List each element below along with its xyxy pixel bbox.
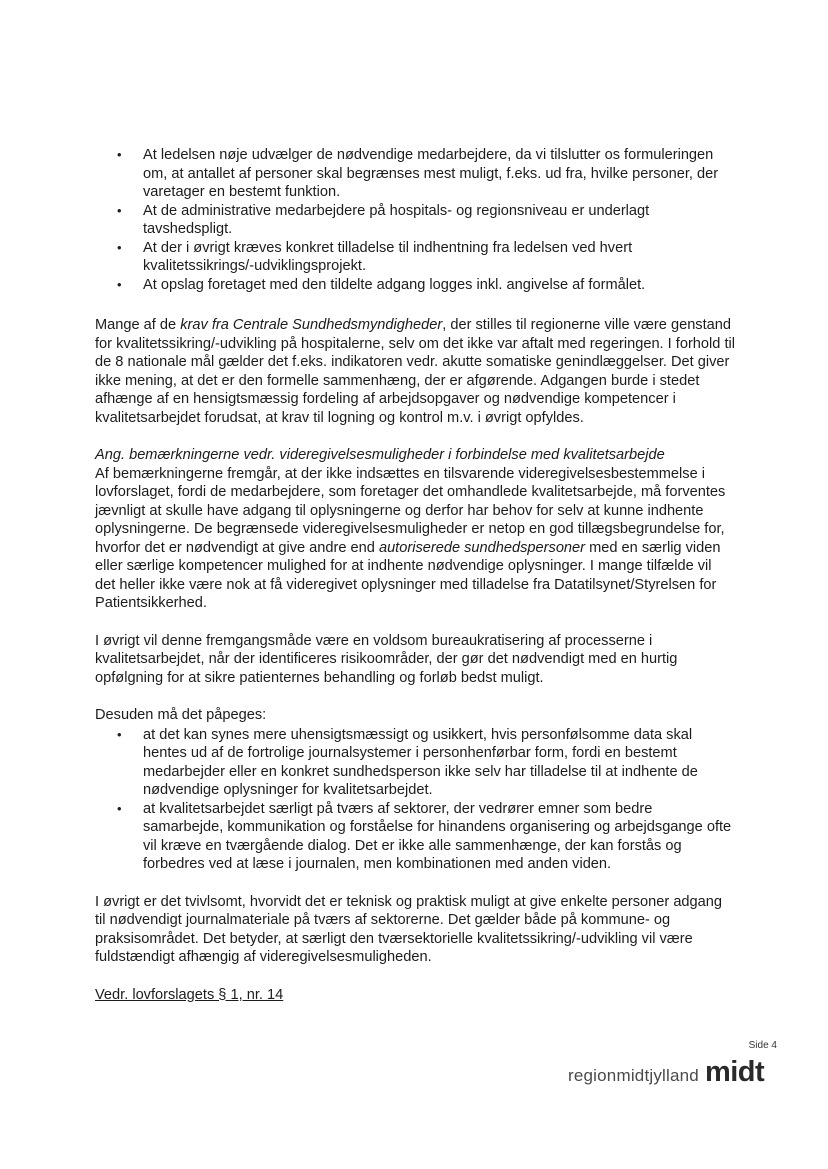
region-logo [568, 1058, 764, 1086]
list-item: • At ledelsen nøje udvælger de nødvendige medarbejdere, da vi tilslutter os formuleringen om, at antallet af personer skal begrænses mest muligt, f.eks. ud fra, hvilke personer, der varetager en bestemt funktion. [95, 146, 735, 202]
logo-text: regionmidtjylland [568, 1066, 699, 1085]
paragraph-intro: Desuden må det påpeges: [95, 707, 267, 723]
list-item: • at det kan synes mere uhensigtsmæssigt og usikkert, hvis personfølsomme data skal hentes ud af de fortrolige journalsystemer i personhenførbar form, fordi en bestemt medarbejder eller en konkret sundhedsperson ikke selv har tilladelse til at indhente de nødvendige oplysninger for kvalitetsarbejdet. [95, 726, 735, 800]
section-heading: Vedr. lovforslagets § 1, nr. 14 [95, 986, 284, 1003]
paragraph-cross-sector: I øvrigt er det tvivlsomt, hvorvidt det er teknisk og praktisk muligt at give enkelte personer adgang til nødvendigt journalmateriale på tværs af sektorerne. Det gælder både på kommune- og praksisområdet. Det betyder, at særligt den tværsektorielle kvalitetssikring/-udvikling vil være fuldstændigt afhængig af videregivelsesmuligheden. [95, 893, 723, 965]
emphasis-text: autoriserede sundhedspersoner [378, 539, 586, 556]
list-item: • at kvalitetsarbejdet særligt på tværs af sektorer, der vedrører emner som bedre samarbejde, kommunikation og forståelse for hinandens organisering og arbejdsgange ofte vil kræve en tværgående dialog. Det er ikke alle sammenhænge, der kan forstås og forbedres ved at læse i journalen, men kombinationen med anden viden. [95, 800, 735, 874]
list-item: • At de administrative medarbejdere på hospitals- og regionsniveau er underlagt tavshedspligt. [95, 202, 735, 239]
page-number: Side 4 [748, 1040, 777, 1051]
concerns-list [95, 726, 735, 874]
paragraph-disclosure: Af bemærkningerne fremgår, at der ikke indsættes en tilsvarende videregivelsesbestemmelse i lovforslaget, fordi de medarbejdere, som foretager det omhandlede kvalitetsarbejde, må forventes jævnligt at skulle have adgang til oplysningerne og derfor har behov for selv at kunne indhente oplysningerne. De begrænsede videregivelsesmuligheder er netop en god tillægsbegrundelse for, hvorfor det er nødvendigt at give andre end autoriserede sundhedspersoner med en særlig viden eller særlige kompetencer mulighed for at indhente nødvendige oplysninger. I mange tilfælde vil det heller ikke være nok at få videregivet oplysninger med tilladelse fra Datatilsynet/Styrelsen for Patientsikkerhed. [95, 465, 726, 611]
list-item: • At opslag foretaget med den tildelte adgang logges inkl. angivelse af formålet. [95, 276, 735, 295]
requirements-list [95, 146, 735, 294]
logo-mark: midt [704, 1056, 765, 1088]
document-body [95, 146, 735, 1004]
section-heading: Ang. bemærkningerne vedr. videregivelsesmuligheder i forbindelse med kvalitetsarbejde [95, 447, 665, 463]
paragraph-central-requirements: Mange af de krav fra Centrale Sundhedsmyndigheder, der stilles til regionerne ville være genstand for kvalitetssikring/-udvikling på hospitalerne, selv om det ikke var aftalt med regeringen. I forhold til de 8 nationale mål gælder det f.eks. indikatoren vedr. akutte somatiske genindlæggelser. Det giver ikke mening, at det er den formelle sammenhæng, der er afgørende. Adgangen burde i stedet afhænge af en hensigtsmæssig fordeling af arbejdsopgaver og nødvendige kompetencer i kvalitetsarbejdet forudsat, at krav til logning og kontrol m.v. i øvrigt opfyldes. [95, 317, 735, 426]
emphasis-text: krav fra Centrale Sundhedsmyndigheder [180, 317, 443, 333]
list-item: • At der i øvrigt kræves konkret tilladelse til indhentning fra ledelsen ved hvert kvalitetssikrings/-udviklingsprojekt. [95, 239, 735, 276]
paragraph-bureaucratisation: I øvrigt vil denne fremgangsmåde være en voldsom bureaukratisering af processerne i kvalitetsarbejdet, når der identificeres risikoområder, der gør det nødvendigt med en hurtig opfølgning for at sikre patienternes behandling og forløb bedst muligt. [95, 632, 678, 686]
